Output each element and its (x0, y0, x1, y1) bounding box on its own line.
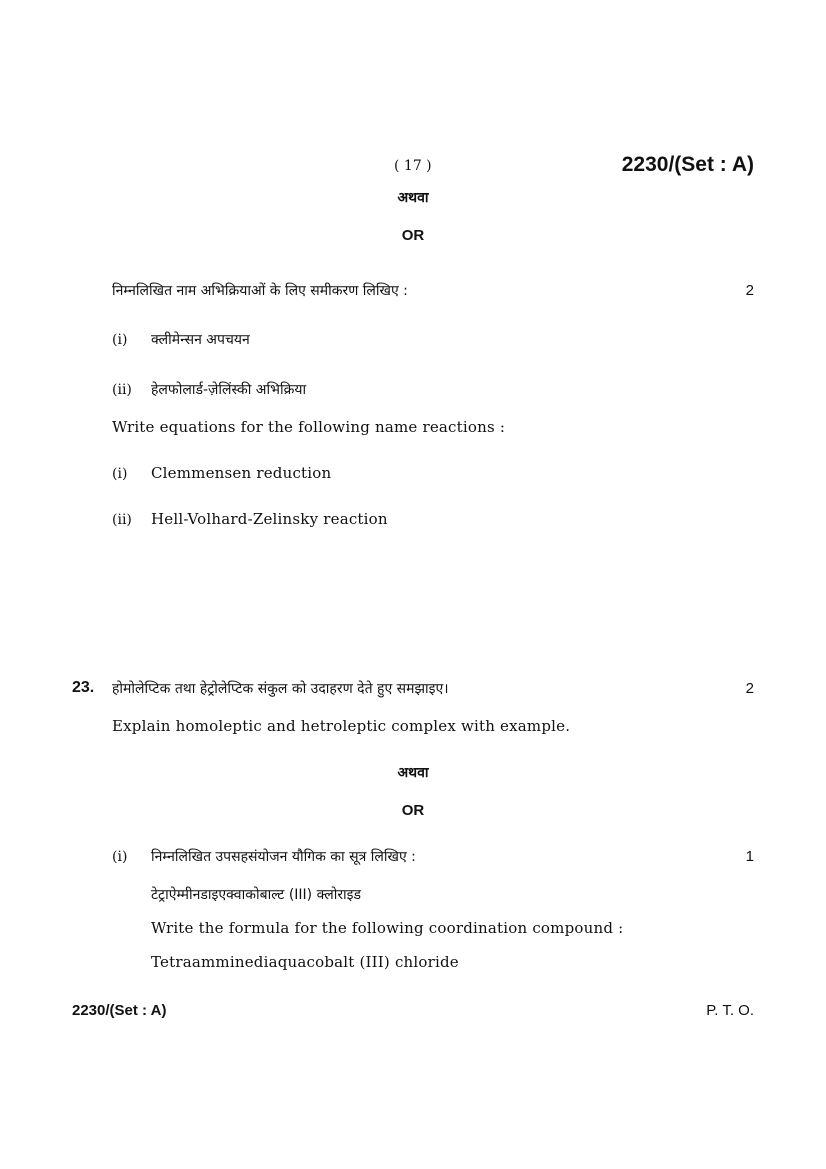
or-english: OR (401, 227, 425, 244)
item-text-hindi: क्लीमेन्सन अपचयन (151, 332, 250, 348)
or-hindi: अथवा (397, 765, 429, 781)
item-number: (i) (112, 332, 128, 348)
item-number: (i) (112, 466, 128, 482)
or-english: OR (401, 802, 425, 819)
question-english: Write equations for the following name reactions : (112, 418, 506, 436)
question-hindi: होमोलेप्टिक तथा हेट्रोलेप्टिक संकुल को उदाहरण देते हुए समझाइए। (112, 681, 449, 697)
sub-question-hindi: निम्नलिखित उपसहसंयोजन यौगिक का सूत्र लिखिए : (151, 849, 416, 865)
item-text-english: Hell-Volhard-Zelinsky reaction (151, 510, 388, 528)
question-hindi: निम्नलिखित नाम अभिक्रियाओं के लिए समीकरण लिखिए : (112, 283, 408, 299)
item-text-hindi: हेलफोलार्ड-ज़ेलिंस्की अभिक्रिया (151, 382, 307, 398)
compound-hindi: टेट्राऐम्मीनडाइएक्वाकोबाल्ट (III) क्लोराइड (151, 887, 362, 903)
question-english: Explain homoleptic and hetroleptic complex with example. (112, 717, 571, 735)
page-number: ( 17 ) (394, 158, 432, 174)
item-number: (ii) (112, 382, 132, 398)
question-number: 23. (72, 679, 95, 696)
item-number: (i) (112, 849, 128, 865)
item-text-english: Clemmensen reduction (151, 464, 332, 482)
marks: 2 (745, 282, 754, 299)
or-hindi: अथवा (397, 190, 429, 206)
pto-label: P. T. O. (706, 1002, 754, 1019)
paper-code-footer: 2230/(Set : A) (72, 1002, 167, 1019)
item-number: (ii) (112, 512, 132, 528)
paper-code-header: 2230/(Set : A) (621, 153, 754, 176)
sub-question-english: Write the formula for the following coordination compound : (151, 919, 624, 937)
marks: 1 (745, 848, 754, 865)
marks: 2 (745, 680, 754, 697)
compound-english: Tetraamminediaquacobalt (III) chloride (151, 953, 459, 971)
